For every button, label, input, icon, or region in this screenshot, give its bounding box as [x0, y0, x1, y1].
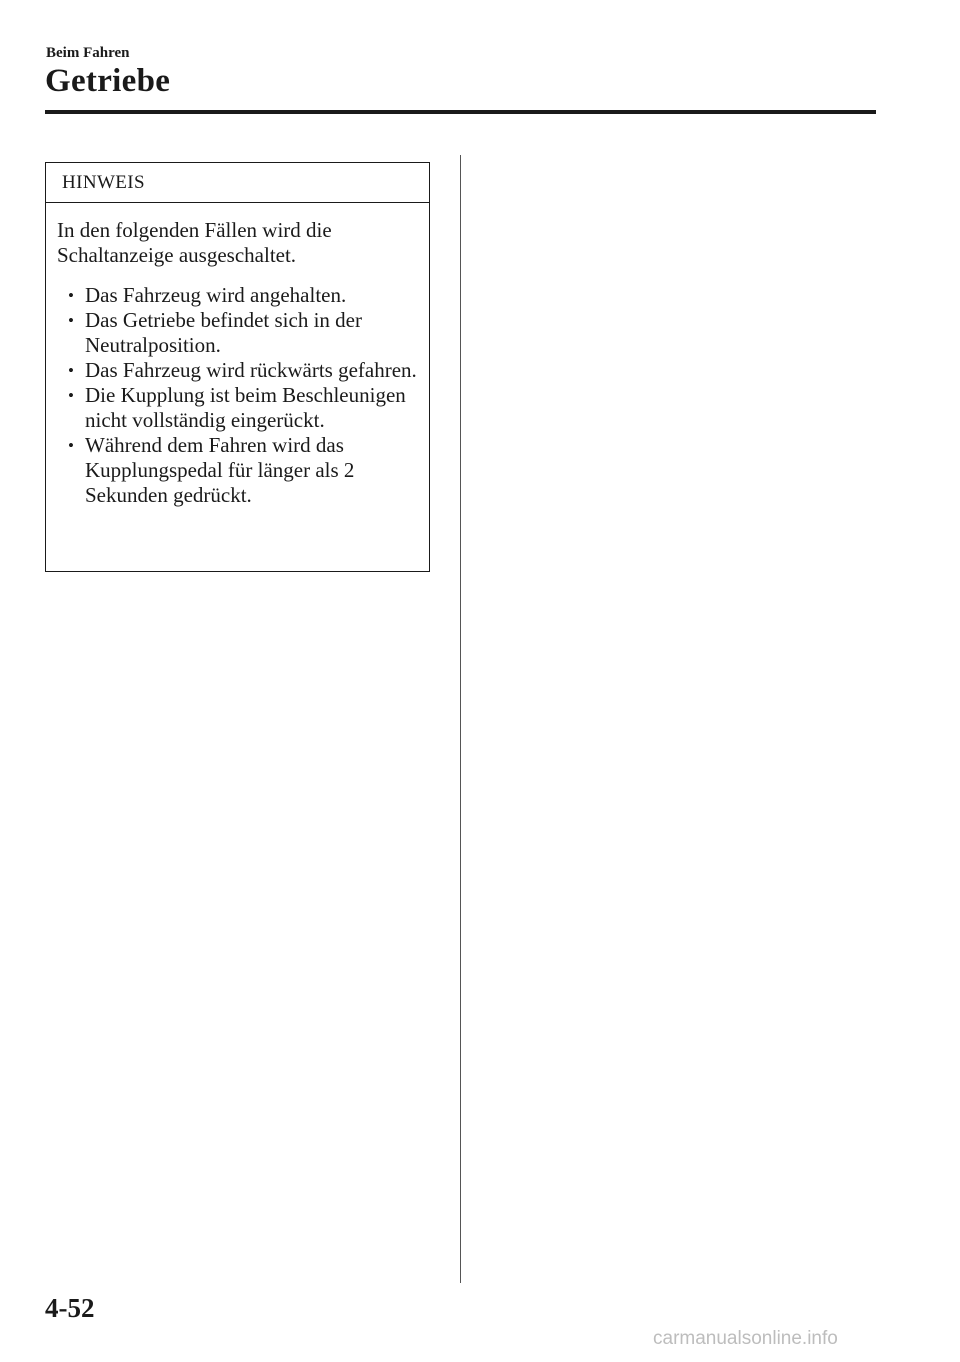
bullet-icon: •: [68, 286, 74, 305]
bullet-icon: •: [68, 361, 74, 380]
bullet-icon: •: [68, 436, 74, 455]
note-body: [46, 203, 429, 508]
page-title: Getriebe: [45, 63, 171, 99]
list-item: [57, 283, 419, 308]
list-item: [57, 433, 419, 508]
list-item-text: Das Fahrzeug wird angehalten.: [85, 283, 347, 307]
page-number: 4-52: [45, 1293, 95, 1323]
list-item-text: Das Fahrzeug wird rückwärts gefahren.: [85, 358, 417, 382]
note-box: [45, 162, 430, 572]
note-bullet-list: [57, 283, 419, 508]
note-heading: HINWEIS: [46, 163, 429, 203]
list-item-text: Das Getriebe befindet sich in der Neutralposition.: [85, 308, 362, 357]
watermark: carmanualsonline.info: [653, 1328, 838, 1349]
section-label: Beim Fahren: [46, 45, 130, 61]
bullet-icon: •: [68, 386, 74, 405]
list-item: [57, 308, 419, 358]
title-rule: [45, 110, 876, 114]
list-item: [57, 358, 419, 383]
bullet-icon: •: [68, 311, 74, 330]
note-intro: In den folgenden Fällen wird die Schaltanzeige ausgeschaltet.: [57, 218, 332, 267]
list-item: [57, 383, 419, 433]
list-item-text: Während dem Fahren wird das Kupplungspedal für länger als 2 Sekunden gedrückt.: [85, 433, 355, 507]
list-item-text: Die Kupplung ist beim Beschleunigen nicht vollständig eingerückt.: [85, 383, 406, 432]
column-divider: [460, 155, 461, 1283]
